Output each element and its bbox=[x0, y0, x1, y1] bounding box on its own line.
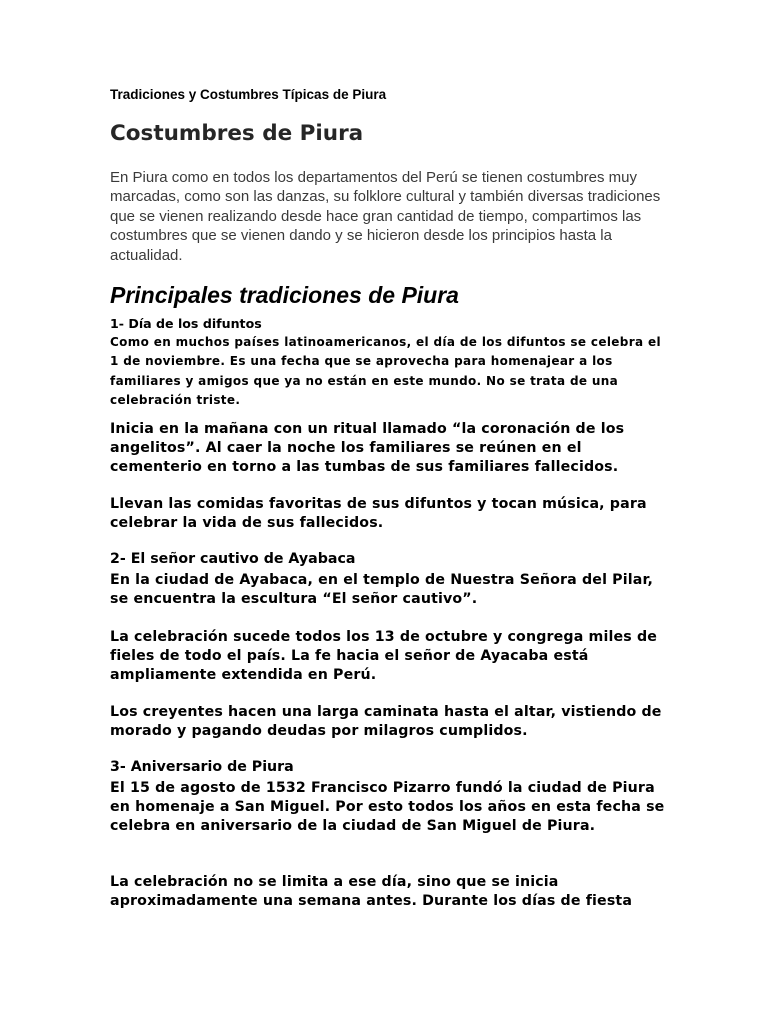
subsection-title-difuntos: 1- Día de los difuntos bbox=[110, 316, 262, 331]
paragraph-difuntos-1: Como en muchos países latinoamericanos, el día de los difuntos se celebra el 1 de noviembre. Es una fecha que se aprovecha para homenajear a los familiares y amigos que ya no están en este mundo. No se trata de una celebración triste. bbox=[110, 335, 661, 407]
paragraph-senor-cautivo-1: En la ciudad de Ayabaca, en el templo de Nuestra Señora del Pilar, se encuentra la escultura “El señor cautivo”. bbox=[110, 572, 654, 608]
subsection-title-senor-cautivo: 2- El señor cautivo de Ayabaca bbox=[110, 551, 356, 567]
document-header: Tradiciones y Costumbres Típicas de Piura bbox=[110, 87, 387, 102]
paragraph-senor-cautivo-3: Los creyentes hacen una larga caminata hasta el altar, vistiendo de morado y pagando deudas por milagros cumplidos. bbox=[110, 704, 662, 740]
subsection-title-aniversario: 3- Aniversario de Piura bbox=[110, 759, 294, 775]
section-heading-tradiciones: Principales tradiciones de Piura bbox=[110, 282, 459, 308]
paragraph-aniversario-2: La celebración no se limita a ese día, sino que se inicia aproximadamente una semana antes. Durante los días de fiesta bbox=[110, 874, 633, 910]
paragraph-difuntos-2: Inicia en la mañana con un ritual llamado “la coronación de los angelitos”. Al caer la noche los familiares se reúnen en el cementerio en torno a las tumbas de sus familiares fallecidos. bbox=[110, 421, 625, 476]
paragraph-senor-cautivo-2: La celebración sucede todos los 13 de octubre y congrega miles de fieles de todo el país. La fe hacia el señor de Ayacaba está ampliamente extendida en Perú. bbox=[110, 629, 658, 684]
intro-paragraph: En Piura como en todos los departamentos del Perú se tienen costumbres muy marcadas, como son las danzas, su folklore cultural y también diversas tradiciones que se vienen realizando desde hace gran cantidad de tiempo, compartimos las costumbres que se vienen dando y se hicieron desde los principios hasta la actualidad. bbox=[110, 169, 661, 264]
paragraph-aniversario-1: El 15 de agosto de 1532 Francisco Pizarro fundó la ciudad de Piura en homenaje a San Miguel. Por esto todos los años en esta fecha se celebra en aniversario de la ciudad de San Miguel de Piura. bbox=[110, 780, 665, 835]
paragraph-difuntos-3: Llevan las comidas favoritas de sus difuntos y tocan música, para celebrar la vida de sus fallecidos. bbox=[110, 496, 647, 532]
section-heading-costumbres: Costumbres de Piura bbox=[110, 121, 364, 146]
